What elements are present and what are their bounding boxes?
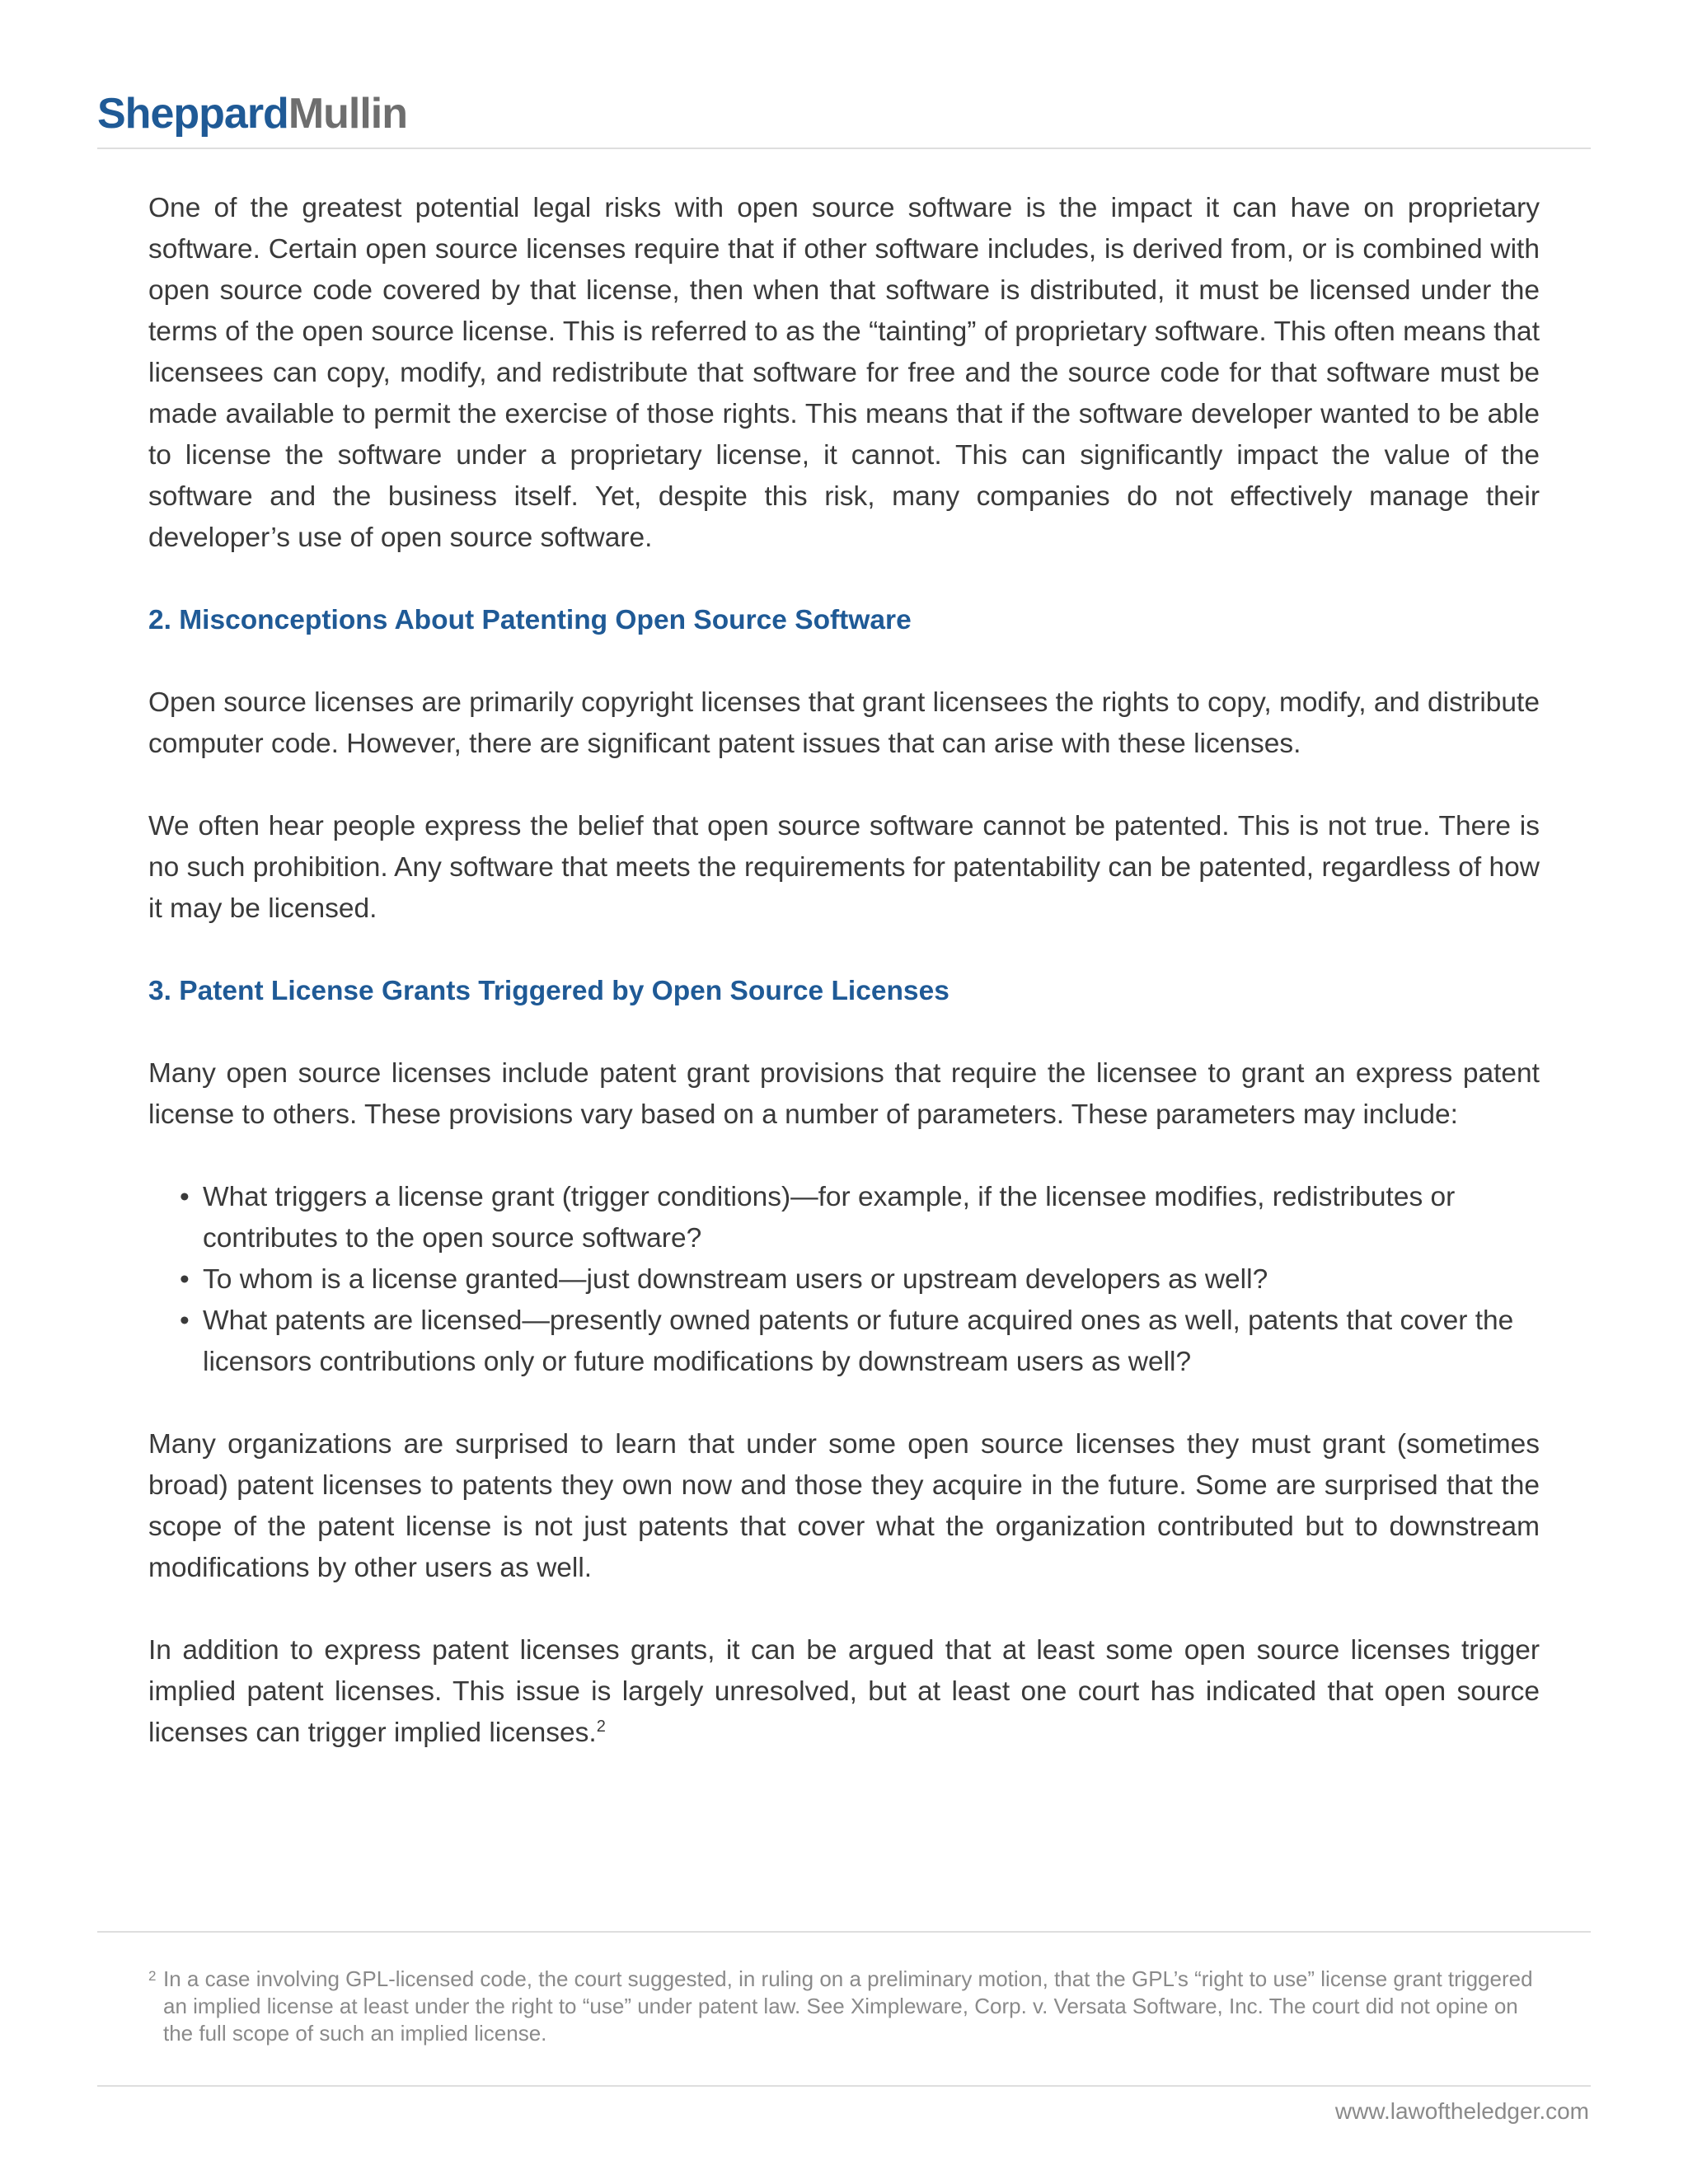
list-item — [180, 1301, 1540, 1383]
paragraph-implied-licenses — [148, 1630, 1540, 1754]
list-item-text: What triggers a license grant (trigger conditions)—for example, if the licensee modifies, redistributes or contributes to the open source software? — [203, 1182, 1456, 1254]
list-item-text: What patents are licensed—presently owned patents or future acquired ones as well, patents that cover the licensors contributions only or future modifications by downstream users as well? — [203, 1305, 1514, 1377]
sheppard-mullin-logo — [97, 90, 408, 138]
header-divider — [97, 148, 1591, 149]
website-link[interactable]: www.lawoftheledger.com — [1334, 2098, 1589, 2124]
footnote-divider — [97, 1931, 1591, 1933]
bullet-icon: • — [180, 1264, 190, 1295]
bullet-icon: • — [180, 1182, 190, 1212]
list-item — [180, 1259, 1540, 1301]
paragraph-tainting-risk: One of the greatest potential legal risks with open source software is the impact it can have on proprietary software. Certain open source licenses require that if other software includes, is derived from, or is combined with open source code covered by that license, then when that software is distributed, it must be licensed under the terms of the open source license. This is referred to as the “tainting” of proprietary software. This often means that licensees can copy, modify, and redistribute that software for free and the source code for that software must be made available to permit the exercise of those rights. This means that if the software developer wanted to be able to license the software under a proprietary license, it cannot. This can significantly impact the value of the software and the business itself. Yet, despite this risk, many companies do not effectively manage their developer’s use of open source software. — [148, 193, 1540, 553]
footer-divider — [97, 2085, 1591, 2087]
section-heading-patent-grants: 3. Patent License Grants Triggered by Open Source Licenses — [148, 976, 950, 1006]
list-item — [180, 1177, 1540, 1259]
paragraph-patent-grant-provisions: Many open source licenses include patent grant provisions that require the licensee to grant an express patent license to others. These provisions vary based on a number of parameters. These parameters may include: — [148, 1058, 1540, 1130]
paragraph-copyright-licenses: Open source licenses are primarily copyright licenses that grant licensees the rights to copy, modify, and distribute computer code. However, there are significant patent issues that can arise with these licenses. — [148, 687, 1540, 759]
implied-licenses-text: In addition to express patent licenses grants, it can be argued that at least some open source licenses trigger implied patent licenses. This issue is largely unresolved, but at least one court has indicated that open source licenses can trigger implied licenses. — [148, 1635, 1540, 1748]
main-content — [148, 188, 1540, 1795]
footnote — [148, 1966, 1540, 2047]
parameters-list — [148, 1177, 1540, 1383]
footnote-reference[interactable]: 2 — [596, 1717, 606, 1736]
paragraph-patentability: We often hear people express the belief that open source software cannot be patented. This is not true. There is no such prohibition. Any software that meets the requirements for patentability can be patented, regardless of how it may be licensed. — [148, 811, 1540, 924]
footnote-text: In a case involving GPL-licensed code, the court suggested, in ruling on a preliminary motion, that the GPL’s “right to use” license grant triggered an implied license at least under the right to “use” under patent law. See Ximpleware, Corp. v. Versata Software, Inc. The court did not opine on the full scope of such an implied license. — [163, 1966, 1533, 2046]
footnote-marker: 2 — [148, 1968, 157, 1984]
logo-part-sheppard: Sheppard — [97, 90, 288, 138]
bullet-icon: • — [180, 1305, 190, 1336]
section-heading-misconceptions: 2. Misconceptions About Patenting Open Source Software — [148, 605, 912, 635]
logo-part-mullin: Mullin — [288, 90, 408, 138]
paragraph-surprised-organizations: Many organizations are surprised to learn that under some open source licenses they must grant (sometimes broad) patent licenses to patents they own now and those they acquire in the future. Some are surprised that the scope of the patent license is not just patents that cover what the organization contributed but to downstream modifications by other users as well. — [148, 1429, 1540, 1583]
list-item-text: To whom is a license granted—just downstream users or upstream developers as well? — [203, 1264, 1268, 1295]
